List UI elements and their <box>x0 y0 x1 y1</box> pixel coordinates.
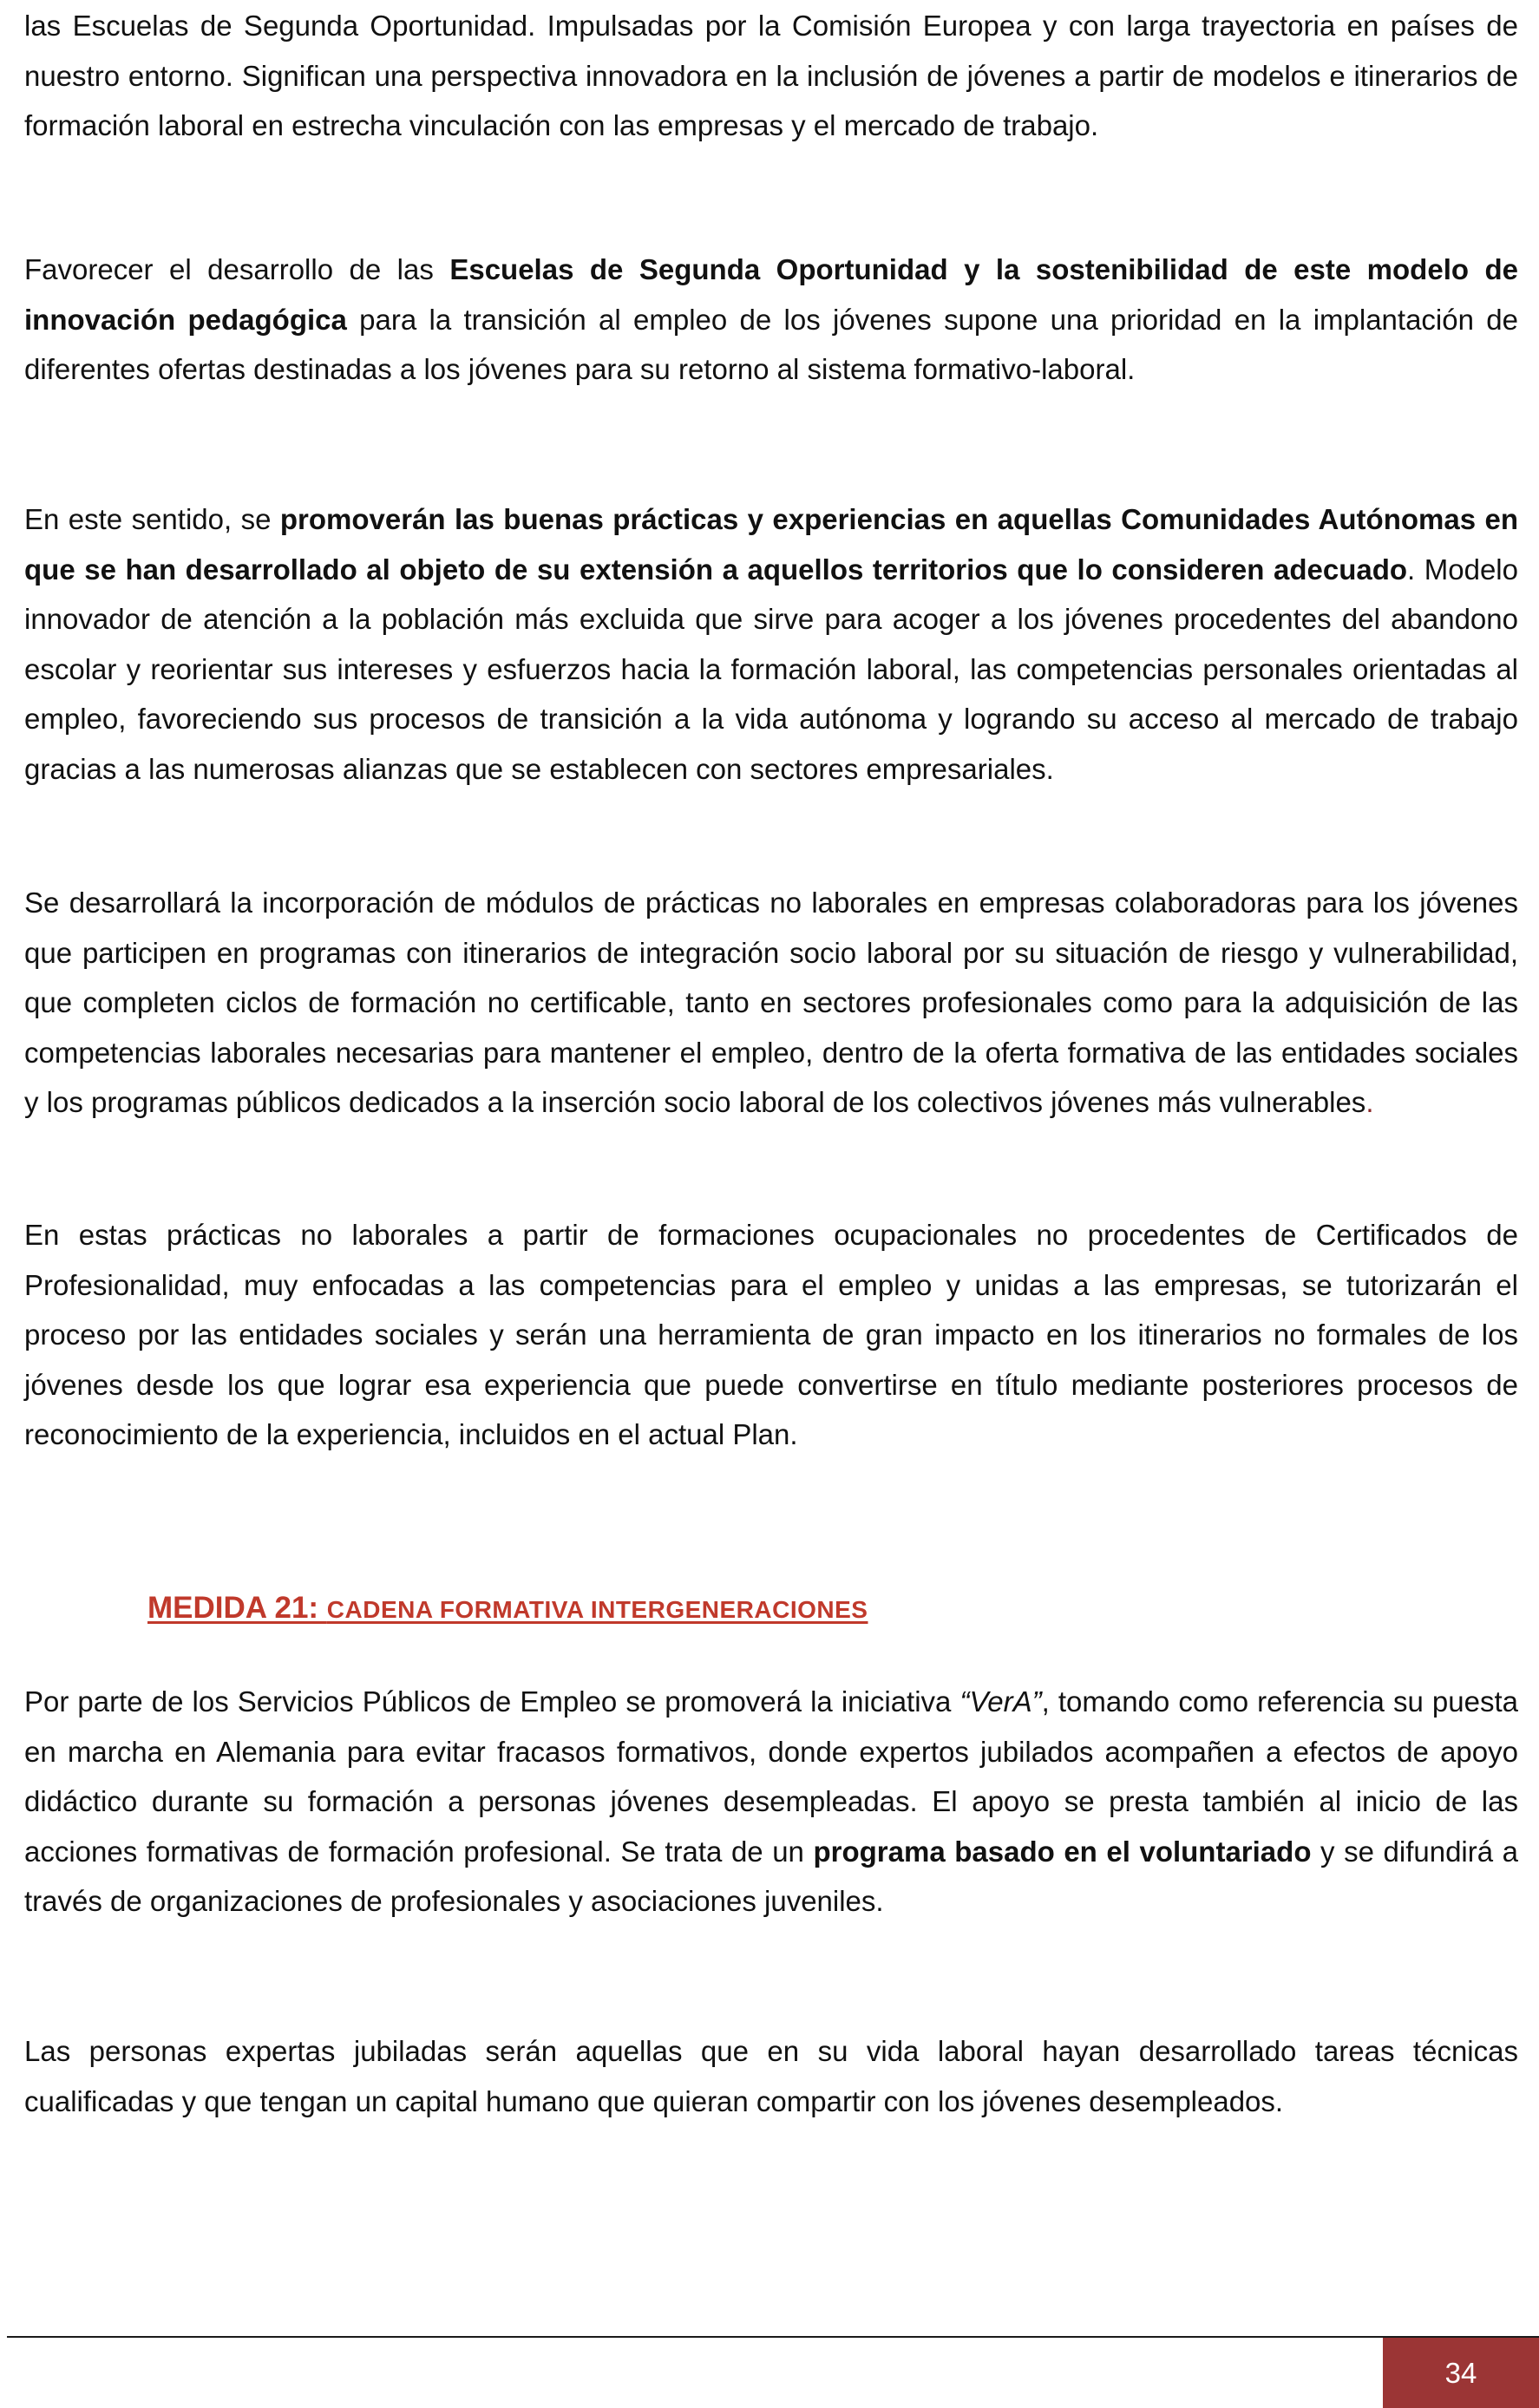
heading-title: CADENA FORMATIVA INTERGENERACIONES <box>326 1596 868 1623</box>
paragraph-7 <box>24 2026 1518 2126</box>
paragraph-text: En estas prácticas no laborales a partir de formaciones ocupacionales no procedentes de Certificados de Profesionalidad, muy enfocadas a las competencias para el empleo y unidas a las empresas, se tutorizarán el proceso por las entidades sociales y serán una herramienta de gran impacto en los itinerarios no formales de los jóvenes desde los que lograr esa experiencia que puede convertirse en título mediante posteriores procesos de reconocimiento de la experiencia, incluidos en el actual Plan. <box>24 1219 1518 1451</box>
paragraph-5 <box>24 1210 1518 1460</box>
paragraph-2 <box>24 245 1518 395</box>
paragraph-text: las Escuelas de Segunda Oportunidad. Impulsadas por la Comisión Europea y con larga trayectoria en países de nuestro entorno. Significan una perspectiva innovadora en la inclusión de jóvenes a partir de modelos e itinerarios de formación laboral en estrecha vinculación con las empresas y el mercado de trabajo. <box>24 10 1518 142</box>
paragraph-text: Por parte de los Servicios Públicos de Empleo se promoverá la iniciativa <box>24 1685 960 1718</box>
italic-text: “VerA” <box>959 1685 1042 1718</box>
paragraph-text: . <box>1365 1086 1374 1119</box>
paragraph-text: Favorecer el desarrollo de las <box>24 253 450 285</box>
bold-text: programa basado en el voluntariado <box>813 1835 1312 1868</box>
section-heading <box>147 1587 868 1631</box>
paragraph-4 <box>24 878 1518 1128</box>
paragraph-text: Las personas expertas jubiladas serán aquellas que en su vida laboral hayan desarrollado tareas técnicas cualificadas y que tengan un capital humano que quieran compartir con los jóvenes desempleados. <box>24 2035 1518 2117</box>
paragraph-text: . Modelo innovador de atención a la población más excluida que sirve para acoger a los jóvenes procedentes del abandono escolar y reorientar sus intereses y esfuerzos hacia la formación laboral, las competencias personales orientadas al empleo, favoreciendo sus procesos de transición a la vida autónoma y logrando su acceso al mercado de trabajo gracias a las numerosas alianzas que se establecen con sectores empresariales. <box>24 553 1518 785</box>
heading-prefix: MEDIDA 21: <box>147 1591 327 1625</box>
paragraph-text: En este sentido, se <box>24 503 280 535</box>
footer-rule <box>7 2336 1539 2338</box>
paragraph-1 <box>24 1 1518 151</box>
bold-text: promoverán las buenas prácticas y experiencias en aquellas Comunidades Autónomas en que se han desarrollado al objeto de su extensión a aquellos territorios que lo consideren adecuado <box>24 503 1518 586</box>
paragraph-text: y se difundirá a través de organizaciones de profesionales y asociaciones juveniles. <box>24 1835 1518 1918</box>
paragraph-text: para la transición al empleo de los jóvenes supone una prioridad en la implantación de diferentes ofertas destinadas a los jóvenes para su retorno al sistema formativo-laboral. <box>24 303 1518 386</box>
paragraph-3 <box>24 494 1518 795</box>
bold-text: Escuelas de Segunda Oportunidad y la sostenibilidad de este modelo de innovación pedagógica <box>24 253 1518 336</box>
paragraph-text: , tomando como referencia su puesta en marcha en Alemania para evitar fracasos formativos, donde expertos jubilados acompañen a efectos de apoyo didáctico durante su formación a personas jóvenes desempleadas. El apoyo se presta también al inicio de las acciones formativas de formación profesional. Se trata de un <box>24 1685 1518 1868</box>
paragraph-6 <box>24 1677 1518 1927</box>
page-number: 34 <box>1383 2338 1539 2408</box>
paragraph-text: Se desarrollará la incorporación de módulos de prácticas no laborales en empresas colaboradoras para los jóvenes que participen en programas con itinerarios de integración socio laboral por su situación de riesgo y vulnerabilidad, que completen ciclos de formación no certificable, tanto en sectores profesionales como para la adquisición de las competencias laborales necesarias para mantener el empleo, dentro de la oferta formativa de las entidades sociales y los programas públicos dedicados a la inserción socio laboral de los colectivos jóvenes más vulnerables <box>24 887 1518 1119</box>
